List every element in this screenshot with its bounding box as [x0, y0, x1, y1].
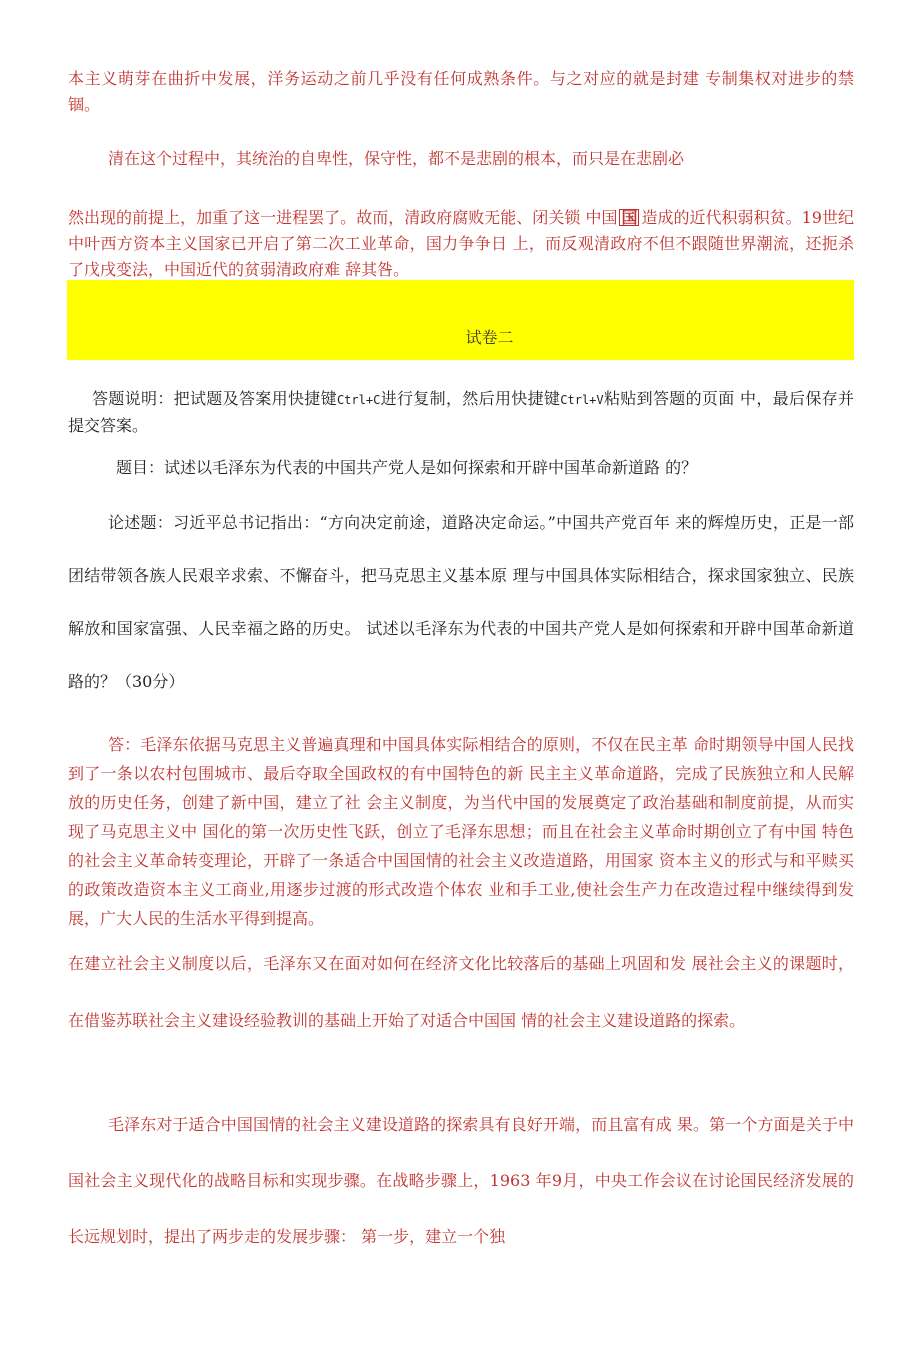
question-topic: 题目：试述以毛泽东为代表的中国共产党人是如何探索和开辟中国革命新道路 的？ [116, 458, 698, 477]
shortcut-paste: Ctrl+V [560, 393, 604, 407]
answer-instructions [68, 386, 854, 439]
answer-paragraph-1: 答：毛泽东依据马克思主义普遍真理和中国具体实际相结合的原则，不仅在民主革 命时期领导中国人民找到了一条以农村包围城市、最后夺取全国政权的有中国特色的新 民主主义革命道路，完成了民族独立和人民解放的历史任务，创建了新中国，建立了社 会主义制度，为当代中国的发展奠定了政治基础和制度前提，从而实现了马克思主义中 国化的第一次历史性飞跃，创立了毛泽东思想；而且在社会主义革命时期创立了有中国 特色的社会主义革命转变理论，开辟了一条适合中国国情的社会主义改造道路，用国家 资本主义的形式与和平赎买的政策改造资本主义工商业,用逐步过渡的形式改造个体农 业和手工业,使社会生产力在改造过程中继续得到发展，广大人民的生活水平得到提高。 [68, 735, 854, 928]
instructions-text-b: 进行复制，然后用快捷键 [380, 389, 561, 408]
shortcut-copy: Ctrl+C [336, 393, 381, 407]
essay-question: 论述题：习近平总书记指出：“方向决定前途，道路决定命运。”中国共产党百年 来的辉煌历史，正是一部团结带领各族人民艰辛求索、不懈奋斗，把马克思主义基本原 理与中国具体实际相结合，探求国家独立、民族解放和国家富强、人民幸福之路的历史。 试述以毛泽东为代表的中国共产党人是如何探索和开辟中国革命新道路的？（30分） [68, 513, 854, 691]
paragraph-qing-conclusion-part-b: 造成的近代积弱积贫。19世纪中叶西方资本主义国家已开启了第二次工业革命，国力争争日 上，而反观清政府不但不跟随世界潮流，还扼杀了戊戌变法，中国近代的贫弱清政府难 辞其咎。 [68, 208, 854, 279]
exam-banner [67, 280, 854, 360]
paragraph-qing-conclusion-part-a: 然出现的前提上，加重了这一进程罢了。故而，清政府腐败无能、闭关锁 中国 [68, 208, 618, 227]
boxed-character: 国 [621, 208, 638, 227]
answer-paragraph-2: 在建立社会主义制度以后，毛泽东又在面对如何在经济文化比较落后的基础上巩固和发 展社会主义的课题时，在借鉴苏联社会主义建设经验教训的基础上开始了对适合中国国 情的社会主义建设道路的探索。 [68, 954, 854, 1030]
paragraph-qing-process: 清在这个过程中，其统治的自卑性，保守性，都不是悲剧的根本，而只是在悲剧必 [108, 149, 685, 168]
paragraph-qing-conclusion [68, 205, 854, 283]
answer-paragraph-3: 毛泽东对于适合中国国情的社会主义建设道路的探索具有良好开端，而且富有成 果。第一个方面是关于中国社会主义现代化的战略目标和实现步骤。在战略步骤上，1963 年9月，中央工作会议在讨论国民经济发展的长远规划时，提出了两步走的发展步骤： 第一步，建立一个独 [68, 1115, 854, 1246]
instructions-text-c: 粘贴到答题的页面 中，最后保存并提交答案。 [68, 389, 854, 435]
instructions-text-a: 答题说明：把试题及答案用快捷键 [92, 389, 337, 408]
paragraph-feudal-restriction: 本主义萌芽在曲折中发展，洋务运动之前几乎没有任何成熟条件。与之对应的就是封建 专制集权对进步的禁锢。 [68, 69, 854, 114]
exam-title: 试卷二 [465, 327, 514, 347]
